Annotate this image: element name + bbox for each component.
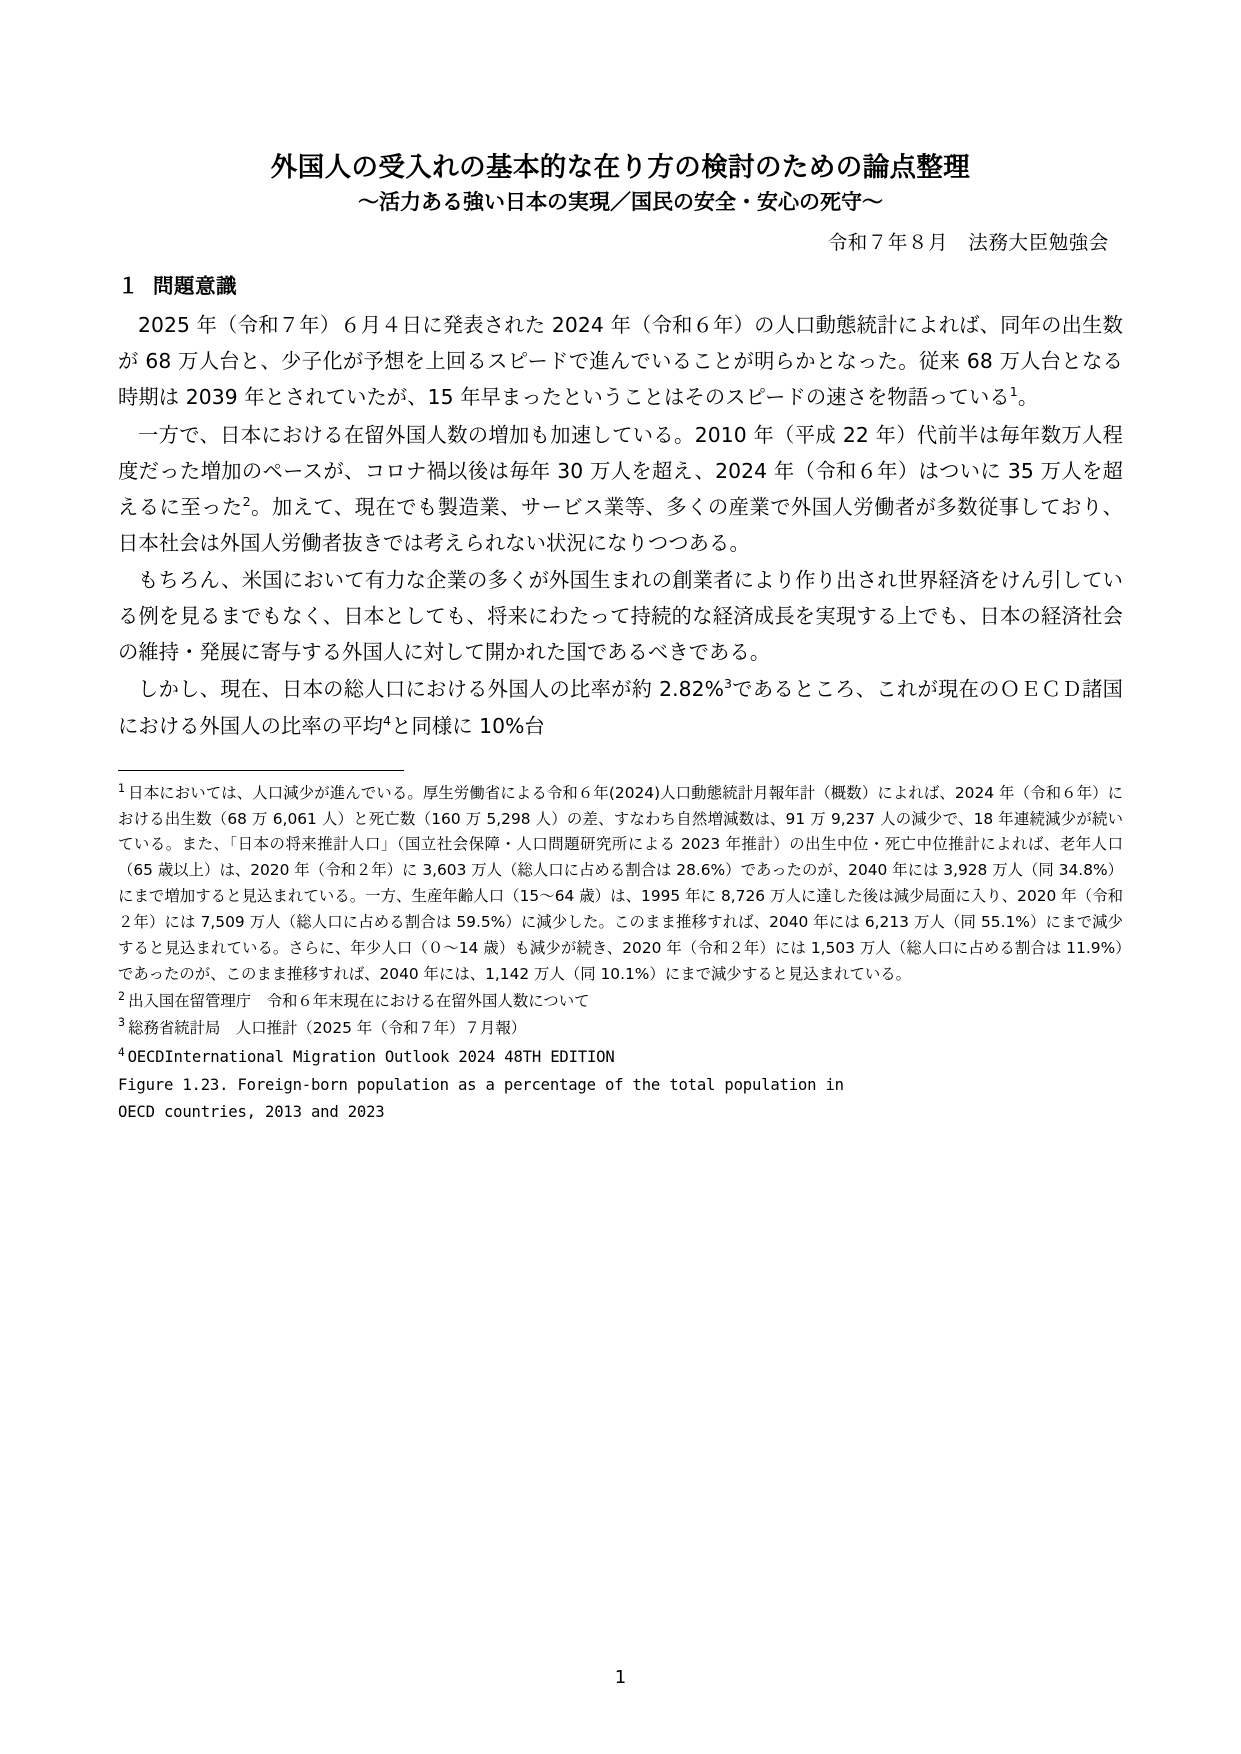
page-number: 1 xyxy=(614,1667,627,1688)
footnote-3 xyxy=(118,1016,1123,1042)
footnote-3-mark: 3 xyxy=(118,1016,126,1030)
footnote-2 xyxy=(118,989,1123,1015)
paragraph-3 xyxy=(118,562,1123,670)
paragraph-2-text: 一方で、日本における在留外国人数の増加も加速している。2010 年（平成 22 年）代前半は毎年数万人程度だった増加のペースが、コロナ禍以後は毎年 30 万人を超え、2024 年（令和６年）はついに 35 万人を超えるに至った xyxy=(118,422,1123,519)
footnote-ref-2: 2 xyxy=(242,494,251,510)
footnote-2-text: 出入国在留管理庁 令和６年末現在における在留外国人数について xyxy=(128,991,590,1010)
footnote-ref-4: 4 xyxy=(382,712,392,728)
paragraph-4-seg3: と同様に 10%台 xyxy=(391,713,545,738)
paragraph-3-text: もちろん、米国において有力な企業の多くが外国生まれの創業者により作り出され世界経済をけん引している例を見るまでもなく、日本としても、将来にわたって持続的な経済成長を実現する上でも、日本の経済社会の維持・発展に寄与する外国人に対して開かれた国であるべきである。 xyxy=(118,568,1123,665)
byline: 令和７年８月 法務大臣勉強会 xyxy=(827,231,1109,255)
paragraph-4-seg2: であるところ、これが現在のＯＥＣＤ諸国における外国人の比率の平均 xyxy=(118,677,1123,738)
footnote-separator xyxy=(118,770,404,771)
footnote-ref-3: 3 xyxy=(724,676,733,692)
page-title: 外国人の受入れの基本的な在り方の検討のための論点整理 xyxy=(270,152,971,183)
paragraph-1 xyxy=(118,307,1123,415)
footnote-4-figure-line2: OECD countries, 2013 and 2023 xyxy=(118,1102,385,1121)
paragraph-4-seg1: しかし、現在、日本の総人口における外国人の比率が約 2.82% xyxy=(138,677,724,702)
paragraph-1-tail: 。 xyxy=(1017,385,1039,410)
section-title: 問題意識 xyxy=(153,274,237,299)
footnote-4-figure-line1: Figure 1.23. Foreign-born population as a percentage of the total population in xyxy=(118,1075,844,1094)
footnote-4 xyxy=(118,1045,1123,1070)
footnote-4-text: OECDInternational Migration Outlook 2024 48TH EDITION xyxy=(127,1048,615,1067)
section-number: １ xyxy=(118,274,139,299)
footnote-1 xyxy=(118,781,1123,988)
paragraph-1-text: 2025 年（令和７年）６月４日に発表された 2024 年（令和６年）の人口動態統計によれば、同年の出生数が 68 万人台と、少子化が予想を上回るスピードで進んでいることが明らかとなった。従来 68 万人台となる時期は 2039 年とされていたが、15 年早まったということはそのスピードの速さを物語っている xyxy=(118,313,1123,410)
footnote-2-mark: 2 xyxy=(118,989,126,1003)
paragraph-2-tail: 。加えて、現在でも製造業、サービス業等、多くの産業で外国人労働者が多数従事しており、日本社会は外国人労働者抜きでは考えられない状況になりつつある。 xyxy=(118,494,1124,555)
page-subtitle: 〜活力ある強い日本の実現／国民の安全・安心の死守〜 xyxy=(358,189,883,214)
paragraph-4 xyxy=(118,671,1123,743)
footnote-1-text: 日本においては、人口減少が進んでいる。厚生労働省による令和６年(2024)人口動態統計月報年計（概数）によれば、2024 年（令和６年）における出生数（68 万 6,061 人）と死亡数（160 万 5,298 人）の差、すなわち自然増減数は、91 万 9,237 人の減少で、18 年連続減少が続いている。また、「日本の将来推計人口」（国立社会保障・人口問題研究所による 2023 年推計）の出生中位・死亡中位推計によれば、老年人口（65 歳以上）は、2020 年（令和２年）に 3,603 万人（総人口に占める割合は 28.6%）であったのが、2040 年には 3,928 万人（同 34.8%）にまで増加すると見込まれている。一方、生産年齢人口（15〜64 歳）は、1995 年に 8,726 万人に達した後は減少局面に入り、2020 年（令和２年）には 7,509 万人（総人口に占める割合は 59.5%）に減少した。このまま推移すれば、2040 年には 6,213 万人（同 55.1%）にまで減少すると見込まれている。さらに、年少人口（０〜14 歳）も減少が続き、2020 年（令和２年）には 1,503 万人（総人口に占める割合は 11.9%）であったのが、このまま推移すれば、2040 年には、1,142 万人（同 10.1%）にまで減少すると見込まれている。 xyxy=(118,783,1123,983)
section-heading xyxy=(118,269,1123,299)
footnote-3-text: 総務省統計局 人口推計（2025 年（令和７年）７月報） xyxy=(128,1018,527,1037)
paragraph-2 xyxy=(118,417,1123,562)
footnote-1-mark: 1 xyxy=(118,781,126,795)
footnote-ref-1: 1 xyxy=(1009,384,1018,400)
footnote-4-mark: 4 xyxy=(118,1046,125,1060)
